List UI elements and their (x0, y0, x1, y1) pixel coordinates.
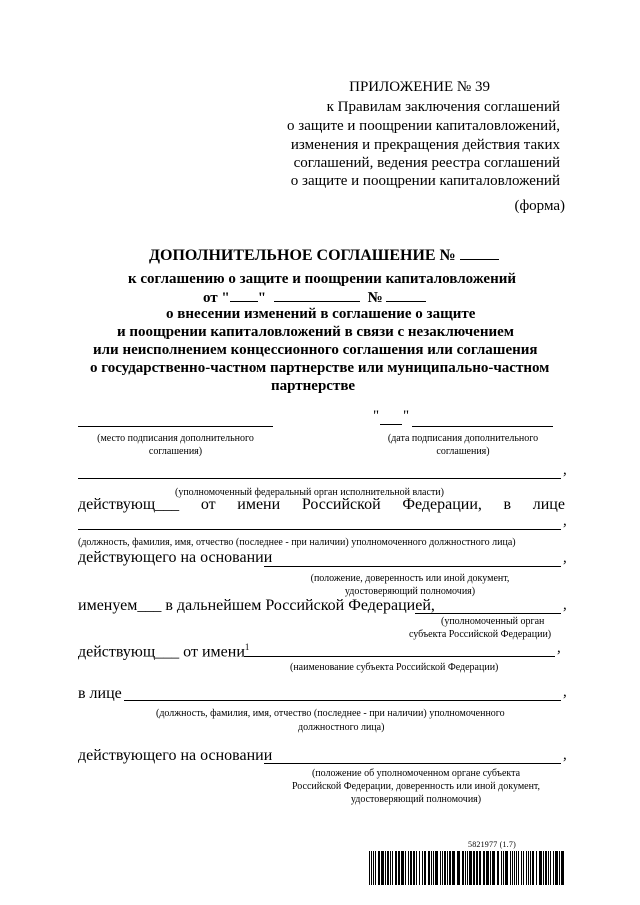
acting-word-1: действующ___ (78, 496, 180, 513)
heading-line-7: партнерстве (271, 378, 356, 394)
appendix-line-5: о защите и поощрении капиталовложений (290, 173, 560, 189)
agreement-number-field[interactable] (460, 246, 499, 260)
authority-caption: (уполномоченный федеральный орган исполнительной власти) (175, 487, 444, 498)
source-date-field[interactable] (274, 288, 360, 302)
basis2-label: действующего на основании (78, 747, 273, 764)
acting-name-label (78, 642, 249, 661)
agreement-title-text: ДОПОЛНИТЕЛЬНОЕ СОГЛАШЕНИЕ № (149, 247, 456, 264)
comma-4: , (563, 597, 567, 613)
date-caption: (дата подписания дополнительного соглашения) (387, 433, 539, 457)
heading-line-6: о государственно-частном партнерстве или муниципально-частном (90, 360, 550, 376)
agreement-title (149, 246, 499, 265)
authority-field[interactable] (78, 478, 561, 479)
basis2-caption-1: (положение об уполномоченном органе субъекта (311, 768, 521, 779)
date-close-quote: " (403, 408, 410, 424)
subject-name-field[interactable] (244, 656, 555, 657)
subject-authority-field[interactable] (415, 613, 561, 614)
acting-line (78, 496, 565, 514)
footnote-mark: 1 (244, 642, 250, 652)
basis2-field[interactable] (264, 763, 561, 764)
appendix-line-1: к Правилам заключения соглашений (326, 99, 560, 115)
appendix-line-4: соглашений, ведения реестра соглашений (293, 155, 560, 171)
basis2-caption-2: Российской Федерации, доверенность или иной документ, (291, 781, 541, 792)
comma-3: , (563, 550, 567, 566)
form-label: (форма) (514, 198, 565, 214)
basis-field[interactable] (264, 566, 561, 567)
named-label: именуем___ в дальнейшем Российской Федерацией, (78, 597, 435, 614)
heading-line-2 (203, 288, 426, 307)
heading-line-5: или неисполнением концессионного соглашения или соглашения (93, 342, 538, 358)
official2-caption-1: (должность, фамилия, имя, отчество (последнее - при наличии) уполномоченного (156, 708, 505, 719)
comma-5: , (557, 640, 561, 656)
subject-authority-caption-1: (уполномоченный орган (441, 616, 545, 627)
official-caption: (должность, фамилия, имя, отчество (последнее - при наличии) уполномоченного должностного лица) (78, 537, 516, 548)
basis-caption-2: удостоверяющий полномочия) (344, 586, 476, 597)
acting-word-4: Российской (301, 496, 381, 513)
heading-no: № (367, 290, 383, 306)
barcode-icon (369, 851, 565, 885)
place-field[interactable] (78, 426, 273, 427)
comma-6: , (563, 684, 567, 700)
source-day-field[interactable] (230, 288, 258, 302)
source-number-field[interactable] (386, 288, 426, 302)
heading-line-4: и поощрении капиталовложений в связи с незаключением (117, 324, 514, 340)
heading-line-1: к соглашению о защите и поощрении капиталовложений (128, 271, 517, 287)
acting-word-3: имени (237, 496, 281, 513)
appendix-line-2: о защите и поощрении капиталовложений, (287, 118, 560, 134)
acting-word-7: лице (532, 496, 565, 513)
acting-word-6: в (503, 496, 512, 513)
place-caption: (место подписания дополнительного соглашения) (97, 433, 254, 457)
appendix-line-3: изменения и прекращения действия таких (290, 137, 560, 153)
date-open-quote: " (373, 408, 380, 424)
in-person-label: в лице (78, 685, 122, 702)
acting-word-2: от (200, 496, 216, 513)
acting-name-text: действующ___ от имени (78, 643, 245, 661)
date-day-field[interactable] (380, 424, 402, 425)
heading-quote: " (257, 290, 267, 306)
basis2-caption-3: удостоверяющий полномочия) (350, 794, 482, 805)
official2-caption-2: должностного лица) (298, 722, 385, 733)
basis-caption-1: (положение, доверенность или иной документ, (310, 573, 510, 584)
subject-authority-caption-2: субъекта Российской Федерации) (409, 629, 552, 640)
comma-1: , (563, 462, 567, 478)
comma-2: , (563, 513, 567, 529)
barcode-number: 5821977 (1.7) (468, 840, 516, 849)
heading-line-3: о внесении изменений в соглашение о защите (166, 306, 476, 322)
subject-caption: (наименование субъекта Российской Федерации) (290, 662, 499, 673)
official-field[interactable] (78, 529, 561, 530)
official2-field[interactable] (124, 700, 561, 701)
comma-7: , (563, 747, 567, 763)
heading-from: от " (203, 290, 230, 306)
appendix-title: ПРИЛОЖЕНИЕ № 39 (349, 79, 490, 95)
date-month-field[interactable] (412, 426, 553, 427)
acting-word-5: Федерации, (402, 496, 482, 513)
basis-label: действующего на основании (78, 549, 273, 566)
